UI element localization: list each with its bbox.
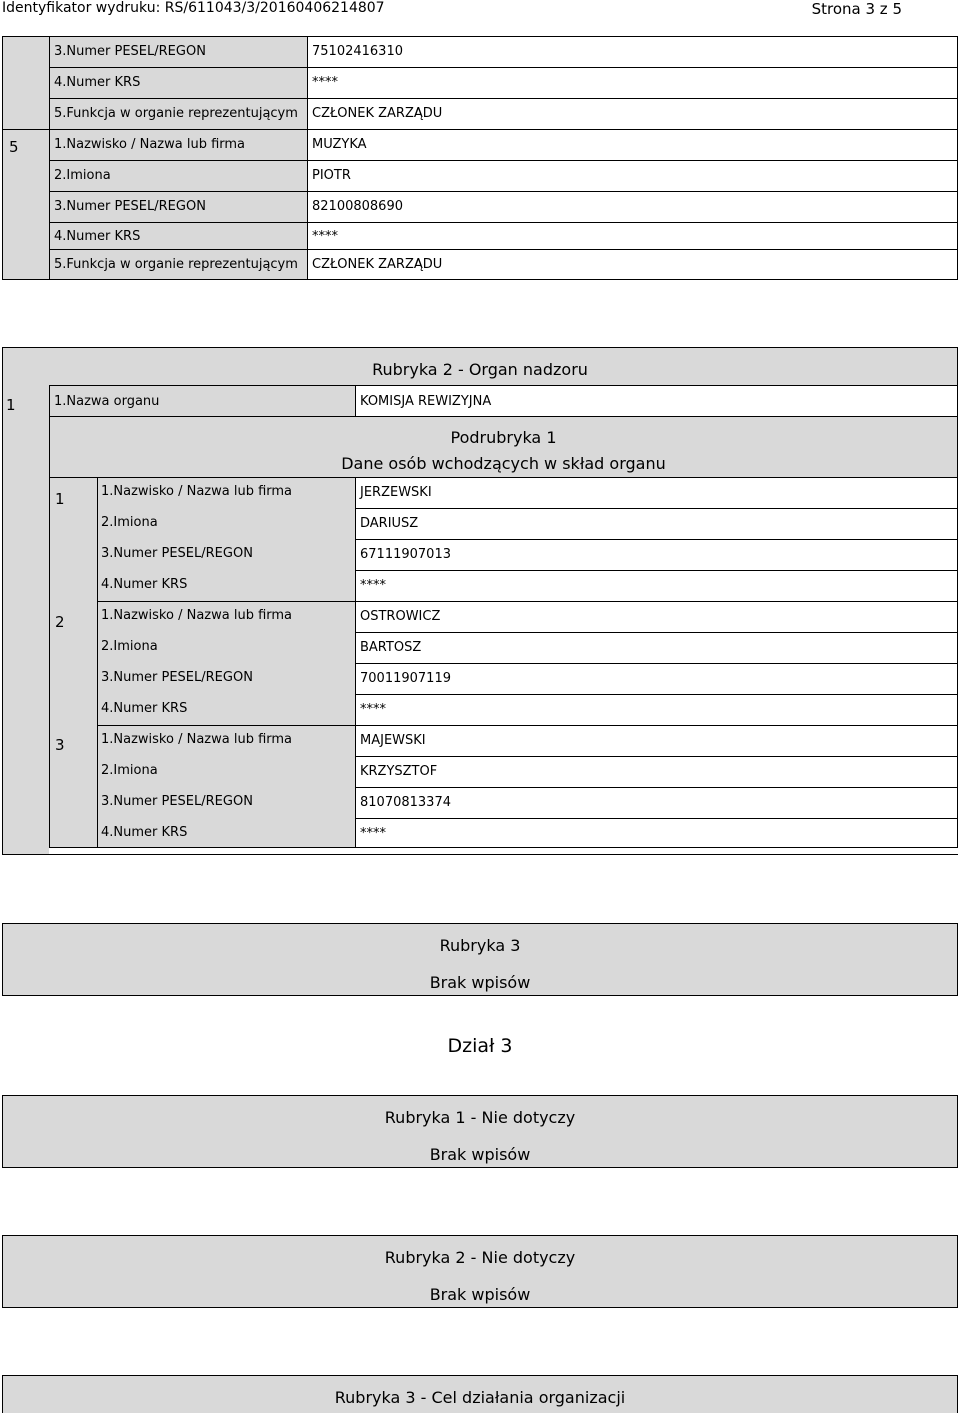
field-value: CZŁONEK ZARZĄDU <box>307 249 958 280</box>
field-label: 1.Nazwisko / Nazwa lub firma <box>97 601 356 633</box>
field-label: 4.Numer KRS <box>97 694 356 726</box>
field-label: 5.Funkcja w organie reprezentującym <box>49 249 308 280</box>
member-index: 1 <box>55 490 65 508</box>
field-value: JERZEWSKI <box>355 477 958 509</box>
rubryka-3-empty: Brak wpisów <box>429 973 531 992</box>
field-label: 5.Funkcja w organie reprezentującym <box>49 98 308 130</box>
field-label: 3.Numer PESEL/REGON <box>97 663 356 695</box>
podrubryka-subtitle: Dane osób wchodzących w skład organu <box>341 454 666 473</box>
field-label: 1.Nazwisko / Nazwa lub firma <box>97 477 356 509</box>
podrubryka-title: Podrubryka 1 <box>450 428 557 447</box>
field-value: **** <box>355 570 958 602</box>
field-value: 82100808690 <box>307 191 958 223</box>
dzial-3-rubryka-1-title: Rubryka 1 - Nie dotyczy <box>384 1108 576 1127</box>
organ-name-value: KOMISJA REWIZYJNA <box>355 385 958 417</box>
field-label: 3.Numer PESEL/REGON <box>49 191 308 223</box>
rubryka-2-title: Rubryka 2 - Organ nadzoru <box>372 360 588 379</box>
member-index: 2 <box>55 613 65 631</box>
field-value: 67111907013 <box>355 539 958 571</box>
field-label: 3.Numer PESEL/REGON <box>49 36 308 68</box>
field-value: CZŁONEK ZARZĄDU <box>307 98 958 130</box>
field-value: 70011907119 <box>355 663 958 695</box>
field-label: 2.Imiona <box>49 160 308 192</box>
dzial-3-rubryka-1-empty: Brak wpisów <box>429 1145 531 1164</box>
field-value: KRZYSZTOF <box>355 756 958 788</box>
field-value: 75102416310 <box>307 36 958 68</box>
field-label: 4.Numer KRS <box>49 222 308 250</box>
field-label: 2.Imiona <box>97 632 356 664</box>
field-label: 2.Imiona <box>97 508 356 540</box>
field-label: 4.Numer KRS <box>97 570 356 602</box>
field-value: MAJEWSKI <box>355 725 958 757</box>
field-value: OSTROWICZ <box>355 601 958 633</box>
divider <box>97 601 356 602</box>
field-label: 1.Nazwisko / Nazwa lub firma <box>97 725 356 757</box>
organ-name-label: 1.Nazwa organu <box>49 385 356 417</box>
field-label: 3.Numer PESEL/REGON <box>97 787 356 819</box>
field-value: 81070813374 <box>355 787 958 819</box>
dzial-3-rubryka-2-title: Rubryka 2 - Nie dotyczy <box>384 1248 576 1267</box>
dzial-3-title: Dział 3 <box>447 1035 513 1057</box>
dzial-3-rubryka-2-empty: Brak wpisów <box>429 1285 531 1304</box>
dzial-3-rubryka-3-title: Rubryka 3 - Cel działania organizacji <box>334 1388 626 1407</box>
field-value: **** <box>307 222 958 250</box>
section-footer-gap <box>49 847 958 855</box>
field-value: DARIUSZ <box>355 508 958 540</box>
member-index-column <box>49 477 98 848</box>
divider <box>97 725 356 726</box>
field-value: BARTOSZ <box>355 632 958 664</box>
field-label: 3.Numer PESEL/REGON <box>97 539 356 571</box>
field-label: 4.Numer KRS <box>49 67 308 99</box>
field-value: **** <box>355 818 958 848</box>
field-value: **** <box>307 67 958 99</box>
rep-index: 5 <box>2 129 50 280</box>
organ-index: 1 <box>6 396 16 414</box>
field-value: **** <box>355 694 958 726</box>
field-label: 4.Numer KRS <box>97 818 356 848</box>
rubryka-3-title: Rubryka 3 <box>439 936 521 955</box>
page-number: Strona 3 z 5 <box>811 0 902 18</box>
print-identifier: Identyfikator wydruku: RS/611043/3/20160406214807 <box>2 0 385 16</box>
divider <box>97 477 98 848</box>
reps-top-index-cell <box>2 36 50 129</box>
member-index: 3 <box>55 736 65 754</box>
divider <box>49 477 958 478</box>
field-value: PIOTR <box>307 160 958 192</box>
field-label: 2.Imiona <box>97 756 356 788</box>
field-label: 1.Nazwisko / Nazwa lub firma <box>49 129 308 161</box>
field-value: MUZYKA <box>307 129 958 161</box>
